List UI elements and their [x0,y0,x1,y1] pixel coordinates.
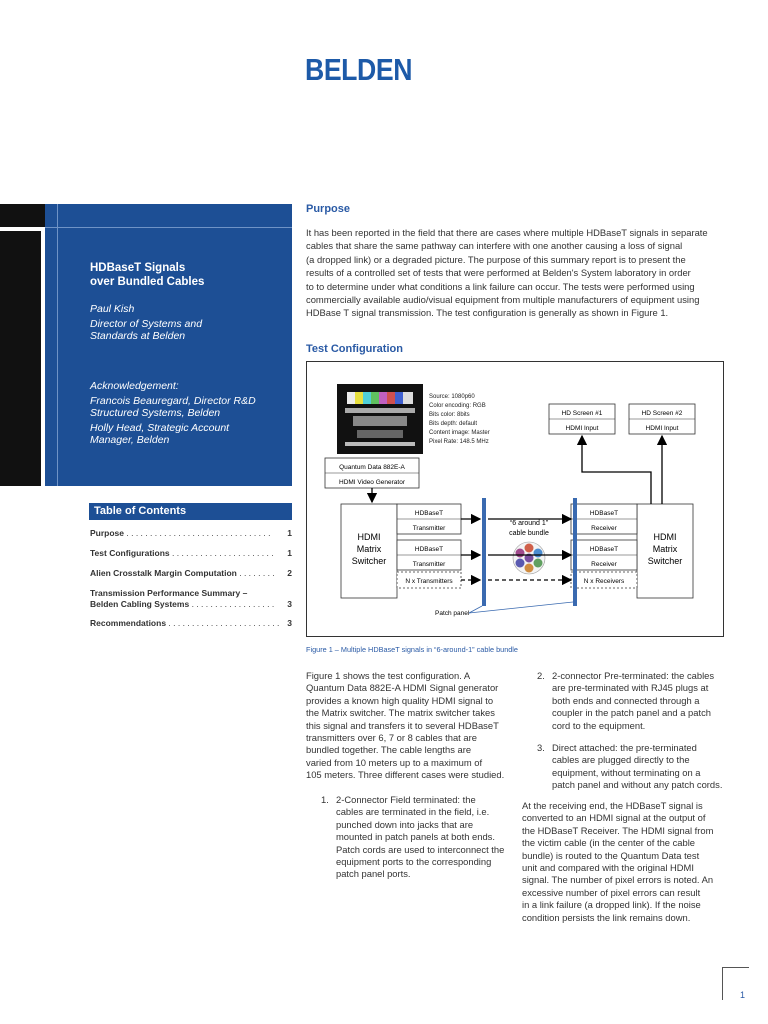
svg-text:Receiver: Receiver [591,525,617,532]
text-line: It has been reported in the field that there are cases where multiple HDBaseT signals in separate [306,227,708,238]
svg-text:Color encoding: RGB: Color encoding: RGB [429,403,486,409]
generator-label: Quantum Data 882E-A [339,464,405,471]
text-line: unit and compared with the original HDMI [522,862,694,874]
ack-line: Holly Head, Strategic Account [90,421,230,434]
list-item-1: 1. 2-Connector Field terminated: the cables are terminated in the field, i.e. punched down into jacks that are mounted in patch panels at both ends. Patch cords are used to interconnect the equipment ports to the corresponding patch panel ports. [321,794,505,880]
patch-panel-left [482,498,486,606]
author-name: Paul Kish [90,303,135,315]
ack-line: Structured Systems, Belden [90,407,221,419]
sidebar-panel [45,204,292,486]
title-line: HDBaseT Signals [90,262,186,274]
text-line: results of a controlled set of tests that were performed at Belden's System laboratory in order [306,267,691,279]
svg-text:HDBaseT: HDBaseT [589,546,619,553]
svg-text:Matrix: Matrix [652,544,678,554]
text-line: At the receiving end, the HDBaseT signal is [522,800,703,811]
bundle-label: “6 around 1” [509,520,549,527]
ack-line: Francois Beauregard, Director R&D [90,394,256,407]
svg-text:Transmitter: Transmitter [412,525,446,532]
text-line: HDBase T signal transmission. The test configuration is generally as shown in Figure 1. [306,307,669,319]
text-line: in a link failure (a dropped link). If the noise [522,899,701,911]
text-line: bundle) is routed to the Quantum Data test [522,849,700,861]
hd-screen-1-label: HD Screen #1 [561,410,603,417]
title-line: over Bundled Cables [90,276,205,288]
page-number: 1 [740,990,746,1000]
text-line: signal. The number of pixel errors is noted. An [522,874,714,886]
hd-screen-1-input: HDMI Input [565,425,599,432]
text-line: Quantum Data 882E-A HDMI Signal generator [306,682,499,694]
body-left-column [306,670,511,782]
svg-text:N x Receivers: N x Receivers [583,578,625,585]
svg-text:Bits color: 8bits: Bits color: 8bits [429,412,470,418]
author-block [90,303,202,343]
list-number: 3. [537,742,545,753]
black-bar-side [0,231,41,486]
svg-text:Transmitter: Transmitter [412,561,446,568]
svg-text:Receiver: Receiver [591,561,617,568]
text-line: the HDBaseT Receiver. The HDMI signal from [522,824,714,836]
ack-label: Acknowledgement: [90,380,179,392]
list-item-3: 3. Direct attached: the pre-terminated cables are plugged directly to the equipment, without terminating on a patch panel and without any patch cords. [537,742,723,791]
toc-heading: Table of Contents [89,503,292,520]
bundle-label: cable bundle [509,530,549,537]
patch-panel-right [573,498,577,606]
test-configuration-figure [306,361,724,637]
toc-item-test-configurations[interactable]: Test Configurations . . . . . . . . . . . . . . . . . . . . . . 1 [90,548,292,558]
svg-text:Pixel Rate: 148.5 MHz: Pixel Rate: 148.5 MHz [429,439,489,445]
test-pattern-image [337,384,423,454]
text-line: the Matrix switcher. The matrix switcher takes [306,707,495,719]
svg-text:Content image: Master: Content image: Master [429,430,490,436]
text-line: excessive number of pixel errors can result [522,886,701,898]
text-line: this signal and transfers it to several HDBaseT [306,719,499,731]
acknowledgement-block [90,380,256,447]
svg-text:HDBaseT: HDBaseT [414,546,444,553]
svg-text:HDMI: HDMI [357,532,381,542]
ack-line: Manager, Belden [90,434,170,446]
text-line: condition persists the link remains down. [522,911,691,923]
svg-text:Bits depth: default: Bits depth: default [429,421,478,427]
test-config-heading: Test Configuration [306,343,403,355]
cable-bundle-icon [513,542,545,574]
list-item-2: 2. 2-connector Pre-terminated: the cables are pre-terminated with RJ45 plugs at both ends and connected through a coupler in the patch panel and a patch cord to the equipment. [537,670,715,731]
toc-item-purpose[interactable]: Purpose . . . . . . . . . . . . . . . . . . . . . . . . . . . . . . . 1 [90,528,292,538]
text-line: cables that share the same pathway can interfere with one another causing a loss of signal [306,240,683,252]
toc-item-recommendations[interactable]: Recommendations . . . . . . . . . . . . . . . . . . . . . . . . 3 [90,618,292,628]
text-line: to to determine under what conditions a link failure can occur. The tests were performed using [306,280,695,292]
text-line: transmitters over 6, 7 or 8 cables that are [306,732,477,744]
svg-text:Switcher: Switcher [351,556,387,566]
text-line: the victim cable (in the center of the cable [522,837,696,849]
text-line: converted to an HDMI signal at the output of [522,812,706,824]
svg-text:Switcher: Switcher [647,556,683,566]
text-line: provides a known high quality HDMI signal to [306,694,494,706]
text-line: varied from 10 meters up to a maximum of [306,756,483,768]
text-line: (a dropped link) or a degraded picture. The purpose of this summary report is to present the [306,253,686,265]
body-right-column [522,800,727,924]
svg-text:HDBaseT: HDBaseT [414,510,444,517]
document-title [90,261,204,289]
svg-text:HDMI: HDMI [653,532,677,542]
toc-item-belden-cabling[interactable]: Belden Cabling Systems . . . . . . . . . . . . . . . . . . 3 [90,599,292,609]
list-number: 2. [537,670,545,681]
svg-text:HDBaseT: HDBaseT [589,510,619,517]
figure-diagram [307,362,723,636]
panel-divider-horizontal [45,227,292,228]
author-role: Standards at Belden [90,330,186,342]
toc-item-transmission-performance[interactable]: Transmission Performance Summary – [90,588,248,598]
patch-panel-label: Patch panel [435,610,470,617]
text-line: Figure 1 shows the test configuration. A [306,670,471,681]
hd-screen-2-input: HDMI Input [645,425,679,432]
text-line: commercially available audio/visual equipment from multiple manufacturers of equipment using [306,294,700,306]
belden-logo: BELDEN [305,52,413,87]
source-info [429,394,490,445]
svg-text:N x Transmitters: N x Transmitters [405,578,453,585]
purpose-paragraph [306,226,716,320]
text-line: 105 meters. Three different cases were studied. [306,769,505,781]
hd-screen-2-label: HD Screen #2 [641,410,683,417]
text-line: bundled together. The cable lengths are [306,744,472,756]
toc-item-alien-crosstalk[interactable]: Alien Crosstalk Margin Computation . . . . . . . . 2 [90,568,292,578]
black-bar-top [0,204,45,227]
figure-caption: Figure 1 – Multiple HDBaseT signals in “6-around-1” cable bundle [306,645,518,654]
generator-label: HDMI Video Generator [339,479,405,486]
svg-text:Source: 1080p60: Source: 1080p60 [429,394,475,400]
purpose-heading: Purpose [306,203,351,215]
panel-divider-vertical [57,204,58,486]
svg-text:Matrix: Matrix [356,544,382,554]
list-number: 1. [321,794,329,805]
author-role: Director of Systems and [90,317,203,330]
